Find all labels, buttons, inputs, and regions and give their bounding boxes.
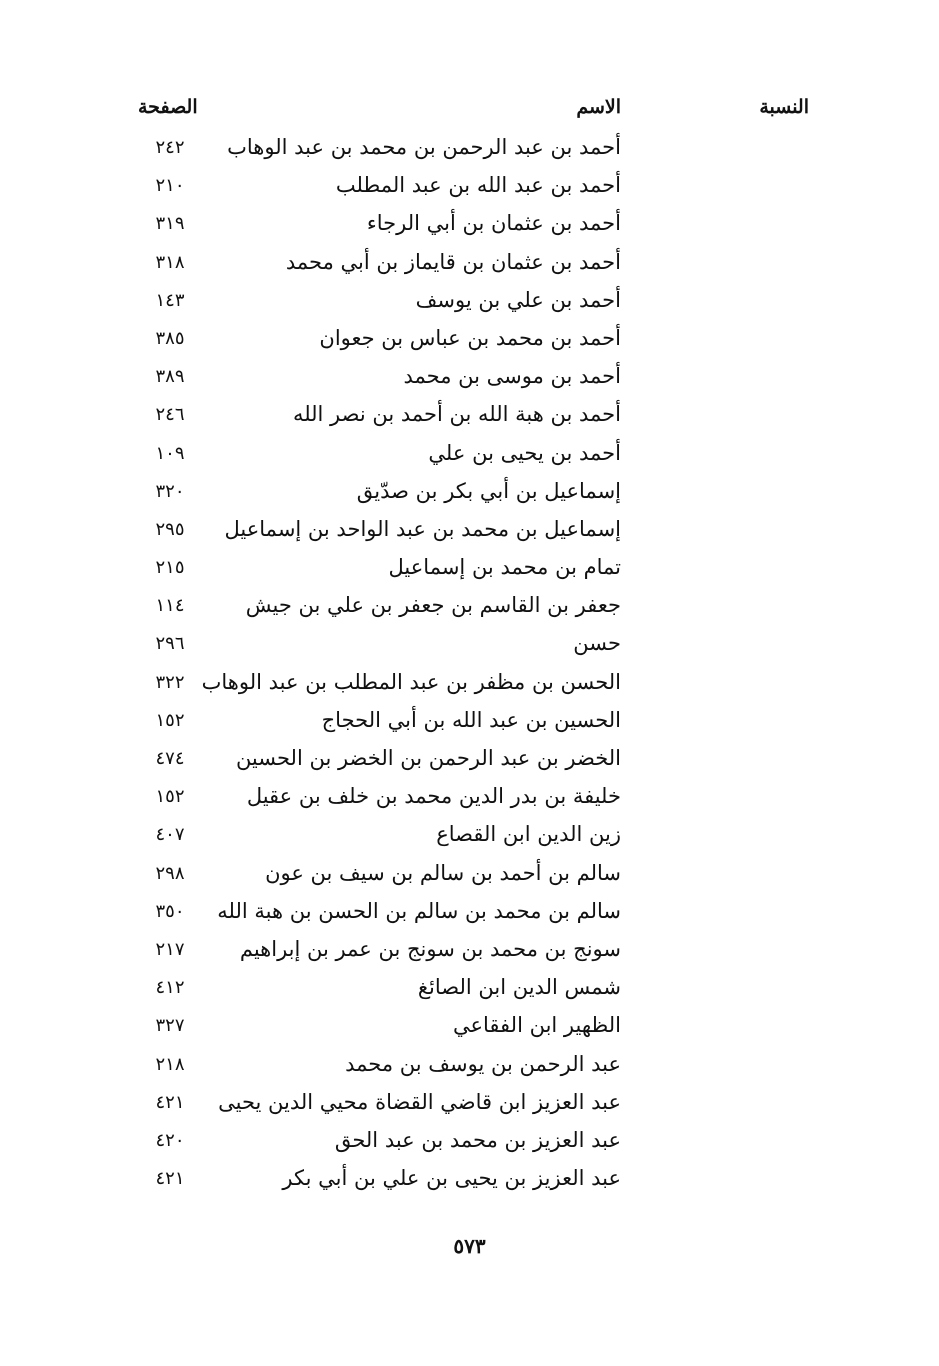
index-entry-row — [0, 398, 939, 436]
entry-name: أحمد بن عثمان بن قايماز بن أبي محمد — [285, 249, 621, 274]
entry-page-number: ١٤٣ — [155, 289, 185, 311]
index-entry-row — [0, 627, 939, 665]
index-entry-row — [0, 551, 939, 589]
index-entry-row — [0, 360, 939, 398]
index-entry-row — [0, 1009, 939, 1047]
entry-page-number: ٣٨٩ — [155, 366, 185, 388]
entry-page-number: ٤٧٤ — [155, 748, 185, 769]
entry-page-number: ١٥٢ — [155, 709, 185, 731]
entry-page-number: ١١٤ — [155, 595, 185, 617]
entry-page-number: ٣١٩ — [155, 213, 185, 235]
entry-page-number: ١٥٢ — [155, 786, 185, 808]
index-entry-row — [0, 704, 939, 742]
index-entry-row — [0, 437, 939, 475]
entry-name: الظهير ابن الفقاعي — [453, 1013, 621, 1038]
entry-name: أحمد بن يحيى بن علي — [428, 440, 621, 465]
index-entry-row — [0, 742, 939, 780]
entry-page-number: ٤٢١ — [155, 1091, 185, 1113]
entry-name: عبد الرحمن بن يوسف بن محمد — [345, 1051, 621, 1076]
index-entry-row — [0, 666, 939, 704]
entry-name: أحمد بن محمد بن عباس بن جعوان — [319, 325, 621, 350]
page-number: ٥٧٣ — [453, 1234, 486, 1258]
index-entry-row — [0, 780, 939, 818]
entry-page-number: ٣٢٠ — [155, 480, 185, 502]
index-entry-row — [0, 1086, 939, 1124]
entry-page-number: ٢١٨ — [155, 1053, 185, 1075]
entry-page-number: ٤٢٠ — [155, 1129, 185, 1151]
entry-page-number: ٤٢١ — [155, 1168, 185, 1190]
entry-name: الحسن بن مظفر بن عبد المطلب بن عبد الوهاب — [201, 669, 621, 694]
entry-name: الخضر بن عبد الرحمن بن الخضر بن الحسين — [235, 746, 621, 770]
index-entry-row — [0, 1124, 939, 1162]
index-entry-row — [0, 1048, 939, 1086]
index-entry-row — [0, 895, 939, 933]
index-entry-row — [0, 818, 939, 856]
index-entry-row — [0, 246, 939, 284]
header-name: الاسم — [576, 96, 621, 118]
entry-name: سالم بن أحمد بن سالم بن سيف بن عون — [265, 860, 621, 885]
entry-page-number: ٢٤٦ — [155, 404, 185, 426]
index-entries — [0, 131, 939, 1200]
entry-page-number: ٣٢٧ — [155, 1015, 185, 1037]
entry-page-number: ١٠٩ — [155, 442, 185, 464]
index-entry-row — [0, 513, 939, 551]
entry-page-number: ٢٩٨ — [155, 862, 185, 884]
entry-name: خليفة بن بدر الدين محمد بن خلف بن عقيل — [246, 784, 621, 809]
entry-name: أحمد بن عبد الرحمن بن محمد بن عبد الوهاب — [227, 135, 621, 159]
entry-name: إسماعيل بن محمد بن عبد الواحد بن إسماعيل — [224, 516, 621, 541]
entry-name: أحمد بن هبة الله بن أحمد بن نصر الله — [292, 402, 621, 427]
entry-page-number: ٤١٢ — [155, 977, 185, 999]
index-entry-row — [0, 475, 939, 513]
entry-page-number: ٣٨٥ — [155, 327, 185, 349]
index-entry-row — [0, 933, 939, 971]
entry-name: أحمد بن عثمان بن أبي الرجاء — [366, 211, 621, 236]
entry-page-number: ٣٥٠ — [155, 900, 185, 922]
entry-name: جعفر بن القاسم بن جعفر بن علي بن جيش — [245, 593, 621, 618]
index-entry-row — [0, 169, 939, 207]
entry-name: شمس الدين ابن الصائغ — [417, 975, 621, 1000]
entry-name: عبد العزيز بن محمد بن عبد الحق — [334, 1127, 621, 1152]
entry-page-number: ٤٠٧ — [155, 824, 185, 846]
entry-page-number: ٢٩٦ — [155, 633, 185, 655]
index-entry-row — [0, 322, 939, 360]
index-entry-row — [0, 971, 939, 1009]
entry-name: أحمد بن موسى بن محمد — [403, 364, 621, 389]
entry-name: سالم بن محمد بن سالم بن الحسن بن هبة الله — [217, 898, 621, 923]
entry-name: تمام بن محمد بن إسماعيل — [388, 555, 621, 580]
header-nisba: النسبة — [759, 96, 809, 118]
index-entry-row — [0, 284, 939, 322]
entry-name: زين الدين ابن القصاع — [436, 822, 621, 847]
entry-name: أحمد بن علي بن يوسف — [415, 287, 621, 312]
entry-page-number: ٣١٨ — [155, 251, 185, 273]
entry-name: عبد العزيز ابن قاضي القضاة محيي الدين يحيى — [218, 1089, 621, 1114]
index-entry-row — [0, 131, 939, 169]
entry-page-number: ٢١٧ — [155, 938, 185, 960]
entry-page-number: ٣٢٢ — [155, 671, 185, 693]
index-entry-row — [0, 1162, 939, 1200]
header-page: الصفحة — [138, 96, 198, 118]
entry-page-number: ٢٤٢ — [155, 137, 185, 158]
entry-name: سونج بن محمد بن سونج بن عمر بن إبراهيم — [239, 936, 621, 961]
entry-page-number: ٢١٥ — [155, 557, 185, 579]
entry-page-number: ٢٩٥ — [155, 518, 185, 540]
index-entry-row — [0, 207, 939, 245]
entry-name: الحسين بن عبد الله بن أبي الحجاج — [321, 707, 621, 732]
entry-name: إسماعيل بن أبي بكر بن صدّيق — [356, 478, 621, 503]
entry-page-number: ٢١٠ — [155, 175, 185, 197]
index-entry-row — [0, 589, 939, 627]
entry-name: عبد العزيز بن يحيى بن علي بن أبي بكر — [282, 1166, 621, 1191]
table-header — [0, 96, 939, 130]
entry-name: حسن — [573, 631, 621, 656]
entry-name: أحمد بن عبد الله بن عبد المطلب — [335, 173, 621, 198]
index-entry-row — [0, 857, 939, 895]
